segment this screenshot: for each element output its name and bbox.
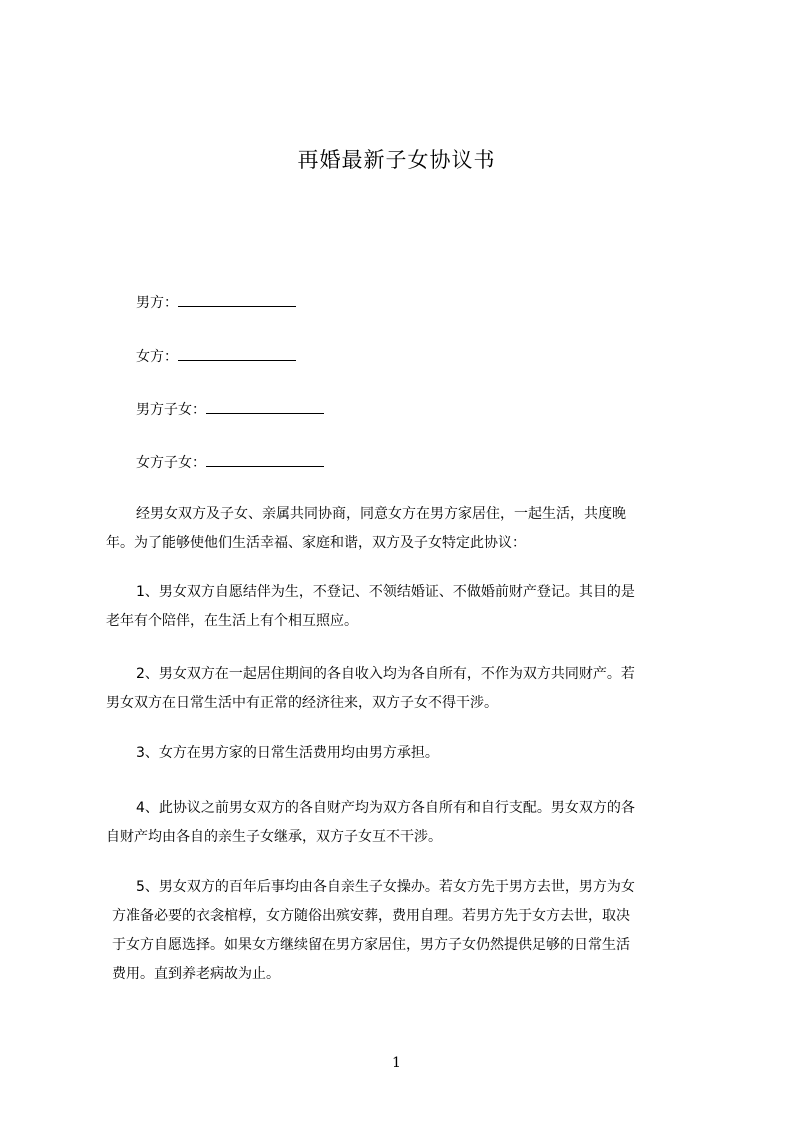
paragraph-line: 费用。直到养老病故为止。 xyxy=(112,966,280,982)
field-male xyxy=(136,292,296,312)
field-female-label: 女方： xyxy=(136,349,178,365)
field-male-label: 男方： xyxy=(136,295,178,311)
paragraph-line: 老年有个陪伴，在生活上有个相互照应。 xyxy=(106,613,358,629)
paragraph-line: 经男女双方及子女、亲属共同协商，同意女方在男方家居住，一起生活，共度晚 xyxy=(136,506,626,522)
field-female-blank[interactable] xyxy=(178,346,296,361)
field-female-children-blank[interactable] xyxy=(206,452,324,467)
paragraph-line: 2、男女双方在一起居住期间的各自收入均为各自所有，不作为双方共同财产。若 xyxy=(136,666,635,682)
paragraph-line: 4、此协议之前男女双方的各自财产均为双方各自所有和自行支配。男女双方的各 xyxy=(136,800,635,816)
paragraph-line: 1、男女双方自愿结伴为生，不登记、不领结婚证、不做婚前财产登记。其目的是 xyxy=(136,584,635,600)
paragraph-line: 自财产均由各自的亲生子女继承，双方子女互不干涉。 xyxy=(106,829,442,845)
field-female xyxy=(136,346,296,366)
field-female-children-label: 女方子女： xyxy=(136,455,206,471)
paragraph-clause-1 xyxy=(106,578,708,636)
field-male-children xyxy=(136,399,324,419)
field-female-children xyxy=(136,452,324,472)
paragraph-line: 方准备必要的衣衾棺椁，女方随俗出殡安葬，费用自理。若男方先于女方去世，取决 xyxy=(112,908,630,924)
paragraph-line: 3、女方在男方家的日常生活费用均由男方承担。 xyxy=(136,745,439,761)
paragraph-clause-3 xyxy=(106,739,708,768)
field-male-blank[interactable] xyxy=(178,292,296,307)
paragraph-line: 年。为了能够使他们生活幸福、家庭和谐，双方及子女特定此协议： xyxy=(106,535,526,551)
paragraph-clause-2 xyxy=(106,660,708,718)
paragraph-clause-4 xyxy=(106,794,708,852)
paragraph-intro xyxy=(106,500,708,558)
page-number: 1 xyxy=(392,1055,401,1071)
paragraph-line: 5、男女双方的百年后事均由各自亲生子女操办。若女方先于男方去世，男方为女 xyxy=(136,879,635,895)
paragraph-line: 于女方自愿选择。如果女方继续留在男方家居住，男方子女仍然提供足够的日常生活 xyxy=(112,937,630,953)
field-male-children-label: 男方子女： xyxy=(136,402,206,418)
paragraph-line: 男女双方在日常生活中有正常的经济往来，双方子女不得干涉。 xyxy=(106,695,498,711)
document-title: 再婚最新子女协议书 xyxy=(297,148,496,172)
paragraph-clause-5 xyxy=(106,873,708,989)
field-male-children-blank[interactable] xyxy=(206,399,324,414)
